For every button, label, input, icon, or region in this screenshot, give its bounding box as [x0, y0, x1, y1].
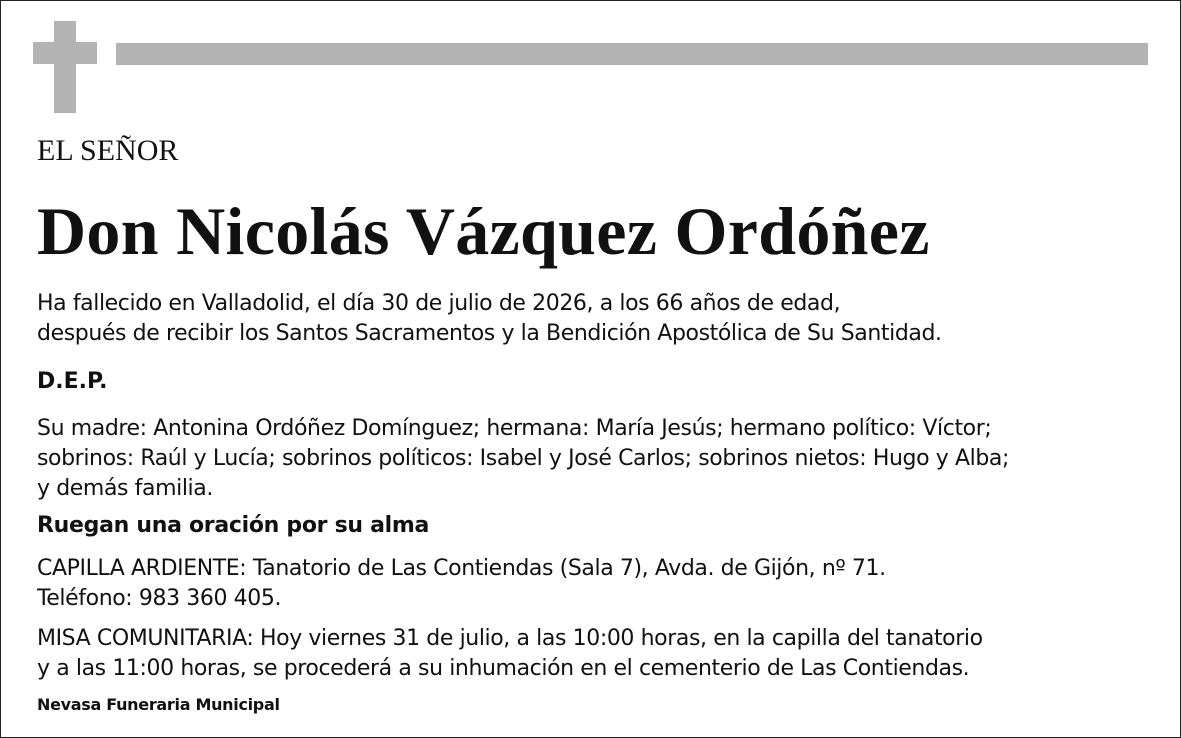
dep-label: D.E.P. [37, 369, 108, 394]
prayer-request: Ruegan una oración por su alma [37, 513, 430, 538]
announcement-line: Ha fallecido en Valladolid, el día 30 de julio de 2026, a los 66 años de edad, [37, 291, 841, 316]
mass-line: y a las 11:00 horas, se procederá a su inhumación en el cementerio de Las Contiendas. [37, 656, 970, 681]
family-line: y demás familia. [37, 476, 213, 501]
chapel-phone: Teléfono: 983 360 405. [37, 586, 282, 611]
header-bar [116, 43, 1148, 65]
cross-icon-arm [33, 42, 97, 64]
cross-icon [54, 21, 76, 113]
salutation: EL SEÑOR [37, 134, 179, 167]
mass-line: MISA COMUNITARIA: Hoy viernes 31 de julio, a las 10:00 horas, en la capilla del tanatorio [37, 626, 983, 651]
chapel-line: CAPILLA ARDIENTE: Tanatorio de Las Contiendas (Sala 7), Avda. de Gijón, nº 71. [37, 556, 886, 581]
chapel-paragraph [37, 554, 886, 614]
family-paragraph [37, 414, 1009, 504]
mass-paragraph [37, 624, 983, 684]
family-line: sobrinos: Raúl y Lucía; sobrinos políticos: Isabel y José Carlos; sobrinos nietos: Hugo y Alba; [37, 446, 1009, 471]
funeral-home: Nevasa Funeraria Municipal [37, 695, 280, 714]
announcement-line: después de recibir los Santos Sacramentos y la Bendición Apostólica de Su Santidad. [37, 321, 942, 346]
family-line: Su madre: Antonina Ordóñez Domínguez; hermana: María Jesús; hermano político: Víctor; [37, 416, 992, 441]
deceased-name: Don Nicolás Vázquez Ordóñez [37, 193, 930, 269]
announcement-paragraph [37, 289, 942, 349]
